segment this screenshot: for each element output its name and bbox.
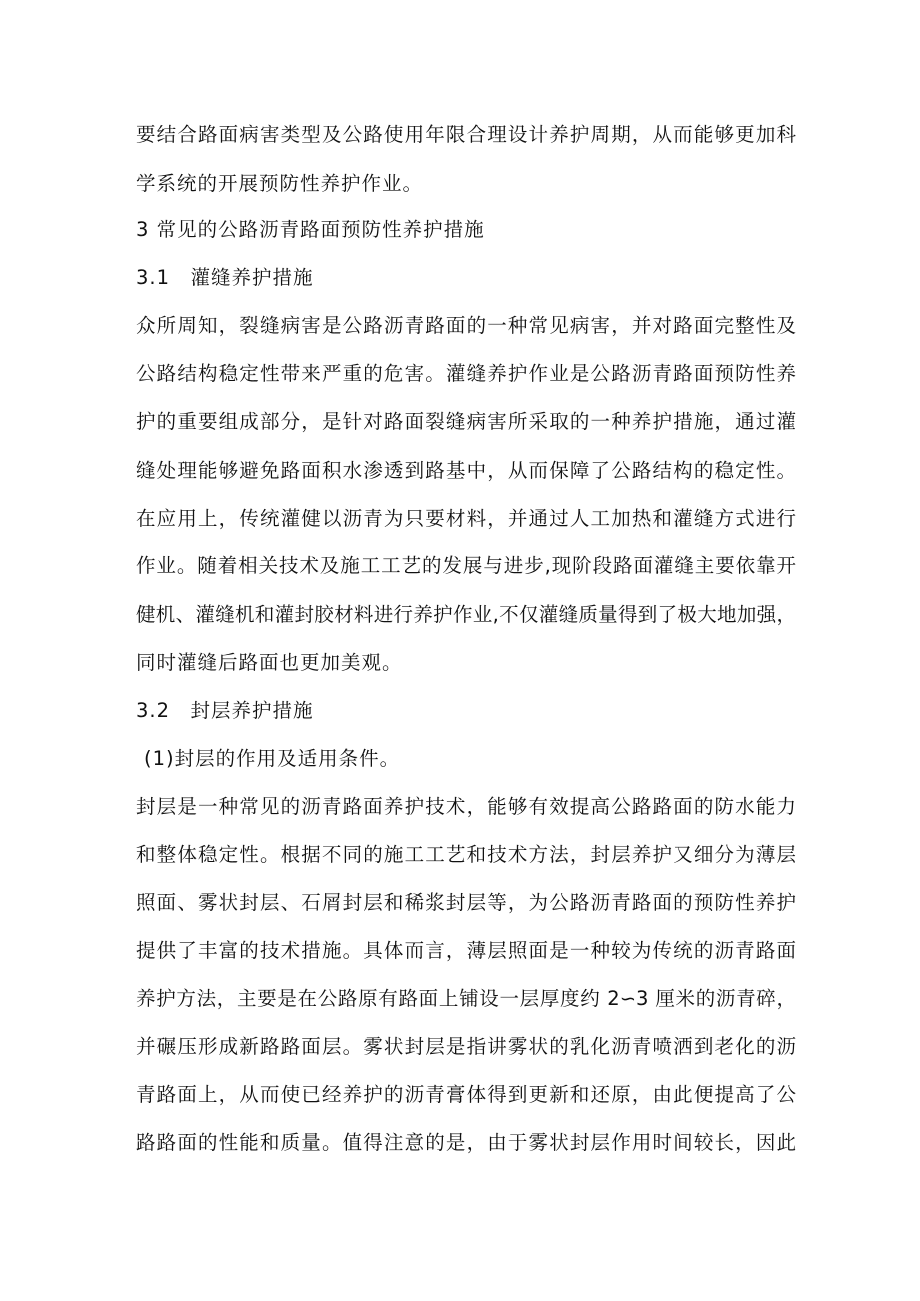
body-text-line: 并碾压形成新路路面层。雾状封层是指讲雾状的乳化沥青喷洒到老化的沥 <box>136 1035 796 1058</box>
subsection-heading: 3.1 灌缝养护措施 <box>136 266 314 289</box>
body-text-line: 养护方法，主要是在公路原有路面上铺设一层厚度约 2∽3 厘米的沥青碎， <box>136 987 796 1010</box>
body-text-line: 缝处理能够避免路面积水渗透到路基中，从而保障了公路结构的稳定性。 <box>136 459 796 482</box>
body-text-line: 同时灌缝后路面也更加美观。 <box>136 651 403 674</box>
body-text-line: 路路面的性能和质量。值得注意的是，由于雾状封层作用时间较长，因此 <box>136 1131 796 1154</box>
body-text-line: 作业。随着相关技术及施工工艺的发展与进步,现阶段路面灌缝主要依靠开 <box>136 554 796 577</box>
subsection-heading: 3.2 封层养护措施 <box>136 699 314 722</box>
body-text-line: 青路面上，从而使已经养护的沥青膏体得到更新和还原，由此便提高了公 <box>136 1083 796 1106</box>
body-text-line: 照面、雾状封层、石屑封层和稀浆封层等，为公路沥青路面的预防性养护 <box>136 891 796 914</box>
body-text-line: 提供了丰富的技术措施。具体而言，薄层照面是一种较为传统的沥青路面 <box>136 939 796 962</box>
body-text-line: 封层是一种常见的沥青路面养护技术，能够有效提高公路路面的防水能力 <box>136 795 796 818</box>
body-text-line: 学系统的开展预防性养护作业。 <box>136 172 424 195</box>
body-text-line: 健机、灌缝机和灌封胶材料进行养护作业,不仅灌缝质量得到了极大地加强， <box>136 603 796 626</box>
section-heading: 3 常见的公路沥青路面预防性养护措施 <box>136 218 485 241</box>
body-text-line: 在应用上，传统灌健以沥青为只要材料，并通过人工加热和灌缝方式进行 <box>136 507 796 530</box>
list-item-heading: (1)封层的作用及适用条件。 <box>144 747 401 770</box>
body-text-line: 和整体稳定性。根据不同的施工工艺和技术方法，封层养护又细分为薄层 <box>136 843 796 866</box>
body-text-line: 要结合路面病害类型及公路使用年限合理设计养护周期，从而能够更加科 <box>136 123 796 146</box>
body-text-line: 护的重要组成部分，是针对路面裂缝病害所采取的一种养护措施，通过灌 <box>136 410 796 433</box>
body-text-line: 公路结构稳定性带来严重的危害。灌缝养护作业是公路沥青路面预防性养 <box>136 362 796 385</box>
body-text-line: 众所周知，裂缝病害是公路沥青路面的一种常见病害，并对路面完整性及 <box>136 314 796 337</box>
